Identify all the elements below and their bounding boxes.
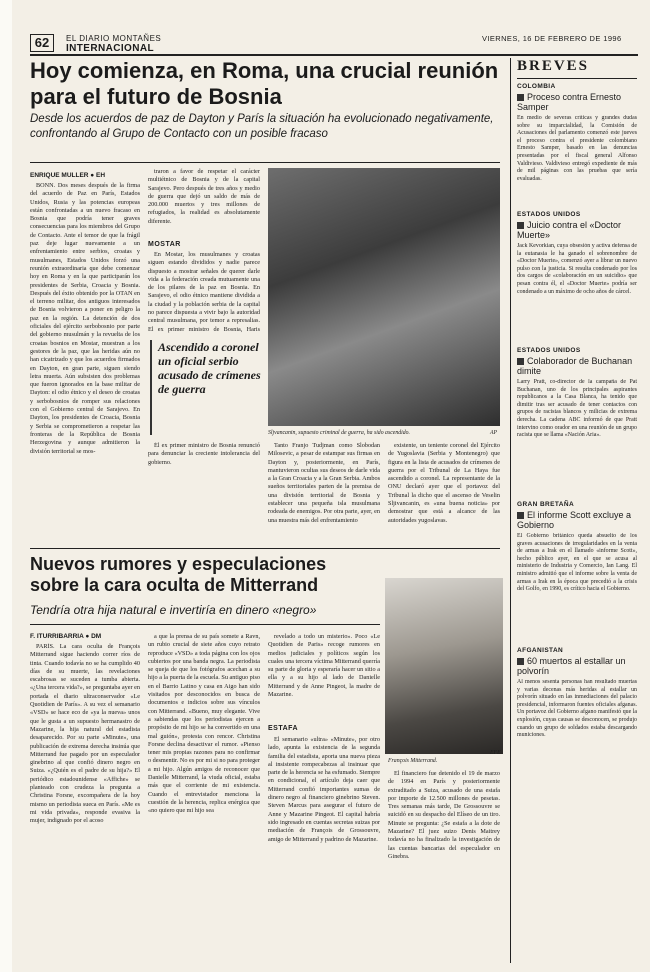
breve-text: Jack Kevorkian, cuya obsesión y activa defensa de la eutanasia le ha ganado el sobrenombre de «Doctor Muerte», comenzó ayer a librar un nuevo pulso con la justicia. Si resulta condenado por los dos cargos de «colaboración en un suicidio» que pesan contra él, el «Doctor Muerte» podría ser condenado a un máximo de ocho años de cárcel.	[517, 243, 637, 295]
article2-column-3b	[268, 736, 380, 961]
breve-text: En medio de severas críticas y grandes dudas sobre su imparcialidad, la Comisión de Acusaciones del parlamento comenzó este jueves el proceso contra el presidente colombiano Ernesto Samper, basado en las denuncias presentadas por el fiscal general Alfonso Valdivieso. Valdivieso entregó expediente de más de mil páginas con las pruebas que sería evaluadas.	[517, 115, 637, 182]
breve-country: ESTADOS UNIDOS	[517, 347, 581, 354]
breves-sidebar	[517, 58, 637, 797]
square-bullet-icon	[517, 512, 524, 519]
square-bullet-icon	[517, 94, 524, 101]
header-rule	[30, 54, 638, 56]
mitterrand-photo	[385, 578, 503, 754]
article2-text-3: revelado a todo un misterio». Poco «Le Quotidien de Paris» recoge rumores en medios judiciales y políticos según los cuales una tercera víctima Mitterrand querría su parte de gloria y esperaría hacer un sitio a ella y a su hijo al lado de Danielle Mitterrand y de Anne Pingeot, la madre de Mazarine.	[268, 633, 380, 699]
article1-text-1: BONN. Dos meses después de la firma del acuerdo de Paz en París, Estados Unidos, Rusia y las potencias europeas están confrontadas a un nuevo fracaso en Bosnia que podría tener graves consecuencias para los miembros del Grupo de Contacto. Ante el temor de que la frágil paz deje lugar nuevamente a un enfrentamiento entre serbios, croatas y musulmanes, Estados Unidos forzó una reunión extraordinaria que debe comenzar hoy en Roma y en la que participarán los presidentes de Serbia, Croacia y Bosnia. Después del éxito obtenido por la OTAN en el terreno militar, dos antiguos interesados de Bosnia volvieron a poner en peligro la paz en la región. La detención de dos oficiales del ejército serbobosnio por parte del gobierno musulmán y la revuelta de los croatas bosnios en Mostar, muestran a los gestores de la paz, que las heridas aún no han cicatrizado y que los acuerdos firmados en Dayton, en gran parte, siguen siendo letra muerta. Aún subsisten dos problemas que fueron ignorados en la base militar de Dayton: el odio étnico y el deseo de croatas y serbobosnios de romper sus relaciones con el Gobierno central de Sarajevo. En Dayton, los presidentes de Croacia, Bosnia y Serbia se comprometieron a respetar las fronteras de la República de Bosnia Herzegovina y aunque admitieron la división territorial se mos-	[30, 182, 140, 455]
article1-text-4: existente, un teniente coronel del Ejército de Yugoslavia (Serbia y Montenegro) que figura en la lista de acusados de crímenes de guerra por el Tribunal de La Haya fue ascendido a coronel. La representante de la ONU declaró ayer que el portavoz del Tribunal la dicho que el ascenso de Veselin Sljivancanin, es «una buena noticia» por demostrar que está a alcance de las autoridades yugoslavas.	[388, 442, 500, 524]
article2-headline: Nuevos rumores y especulaciones sobre la cara oculta de Mitterrand	[30, 554, 327, 595]
sidebar-divider	[510, 58, 511, 963]
article1-text-2c: Él ex primer ministro de Bosnia renunció para denunciar la creciente intolerancia del gobierno.	[148, 442, 260, 466]
breves-title: BREVES	[517, 58, 590, 74]
article1-subhead-mostar: MOSTAR	[148, 241, 181, 248]
breve-headline	[517, 656, 637, 676]
breve-headline-text: El informe Scott excluye a Gobierno	[517, 510, 632, 530]
breve-country: ESTADOS UNIDOS	[517, 211, 581, 218]
square-bullet-icon	[517, 658, 524, 665]
breve-headline	[517, 220, 637, 240]
bosnia-photo	[268, 168, 500, 426]
mitterrand-photo-caption: François Mitterrand.	[388, 758, 438, 764]
article2-text-1: PARÍS. La cara oculta de François Mitterrand sigue haciendo correr ríos de tinta. Cuando todavía no se ha cumplido 40 días de su muerte, las revelaciones escabrosas se suceden a tumba abierta. «¿Una tercera vida?», se preguntaba ayer en portada el diario ultraconservador «Le Quotidien de París». A su vez el semanario «VSD» se hace eco de «ya la nueva» unos que le gusta a un supuesto hermanastro de Mazarine, la hija natural del estadista desaparecido. Por su parte «Minute», una publicación de extrema derecha insinúa que Mitterrand fue pagado por un especulador ginebrino al que confió dinero negro en Suiza. «¿Quién es el padre de su hija?» El periódico estadounidense «Affiche» se planteado con crudeza la pregunta a Christina Forsne, excompañera de la hoy mismo un periodista sueca en París. «Me es mi vida privada», responde evasiva la mujer, indignado por el acoso	[30, 643, 140, 825]
mitterrand-photo-credit: EFE	[490, 750, 501, 756]
breve-item	[517, 347, 637, 497]
article2-column-4	[388, 770, 500, 961]
article1-column-2b	[148, 251, 260, 333]
article2-column-2	[148, 633, 260, 961]
breve-country: AFGANISTAN	[517, 647, 564, 654]
article1-rule	[30, 162, 500, 163]
article1-text-2b: En Mostar, los musulmanes y croatas siguen estando divididos y nadie parece dispuesto a mostrar señales de querer darle vida a la federación creada mutuamente una de los pilares de la paz en Bosnia. En Sarajevo, el odio étnico mantiene dividida a la ciudad y la población serbia de la capital no parece dispuesta a vivir bajo la autoridad central musulmana, por temor a represalias. El ex primer ministro de Bosnia, Haris	[148, 251, 260, 333]
article1-column-2	[148, 168, 260, 234]
breve-text: Larry Pratt, co-director de la campaña de Pat Buchanan, uno de los principales aspirantes republicanos a la Casa Blanca, ha tenido que dimitir tras ser acusado de tener contactos con grupos de racistas blancos y milicias de extrema derecha. La cadena ABC informó de que Pratt intervino como orador en una reunión de un grupo racista que se llama «Nación Aria».	[517, 379, 637, 439]
article1-deck: Desde los acuerdos de paz de Dayton y París la situación ha evolucionado negativamente, confrontando al Grupo de Contacto con un posible fracaso	[30, 113, 494, 140]
article1-text-2: traron a favor de respetar el carácter multiétnico de Bosnia y de la capital Sarajevo. Pero después de tres años y medio de guerra que dejó un saldo de más de 200.000 muertos y tres millones de refugiados, la realidad es absolutamente diferente.	[148, 168, 260, 225]
breve-headline-text: Juicio contra el «Doctor Muerte»	[517, 220, 622, 240]
article1-text-3: Tanto Franjo Tudjman como Slobodan Milosevic, a pesar de estampar sus firmas en Dayton y, posteriormente, en París, mantuvieron ocultas sus deseos de darle vida a la Gran Croacia y a la Gran Serbia. Ambos sueños territoriales parten de la premisa de una división territorial de Bosnia y establecer una pequeña isla musulmana rodeada de enemigos. Por otra parte, ayer, en una muestra más del enfrentamiento	[268, 442, 380, 524]
bosnia-photo-caption: Sljvancanin, supuesto criminal de guerra, ha sido ascendido.	[268, 430, 411, 436]
breve-text: Al menos sesenta personas han resultado muertas y varias decenas más heridas al estallar un polvorín situado en las inmediaciones del palacio presidencial, informaron fuentes oficiales afganas. Un portavoz del Gobierno afgano manifestó que la explosión, cuyas causas se desconocen, se produjo cuando un grupo de soldados estaba descargando municiones.	[517, 679, 637, 739]
article1-column-2c	[148, 442, 260, 542]
breve-headline-text: Proceso contra Ernesto Samper	[517, 92, 622, 112]
section-title: INTERNACIONAL	[66, 43, 154, 54]
article2-column-1	[30, 643, 140, 961]
pull-quote: Ascendido a coronel un oficial serbio acusado de crímenes de guerra	[150, 340, 268, 435]
breve-headline	[517, 92, 637, 112]
article2-text-2: a que la prensa de su país somete a Ravn, un rubio crucial de siete años cuyo retrato reproduce «VSD» a toda página con los ojos cubiertos por una banda negra. La periodista se queja de que los fotógrafos acechan a su hijo a la puerta de la escuela. Su antiguo piso en el Barrio Latino y casa en Aigo han sido visitados por desconocidos en busca de documentos e indicios sobre sus vínculos con Mitterrand. «Bueno, muy elegante. Vive a sabiendas que los periodistas ejercen a propósito de mi hijo se ha convertido en una mal guión», protesta con rencor. Christina Forsne declina desactivar el rumor. «Pienso tener mis propias razones para no confirmar o desmentir. No es por mi si no para proteger a mi hijo. Algún amigos de reconocer que Danielle Mitterrand, la viuda oficial, estaba más que el corriente de mi existencia. Cuando el entrevistador menciona la cuestión de la herencia, replica enérgica que «no quiero que mi hijo sea	[148, 633, 260, 815]
breves-rule	[517, 78, 637, 79]
breve-headline	[517, 510, 637, 530]
article2-deck: Tendría otra hija natural e invertiría en dinero «negro»	[30, 603, 317, 617]
page-number: 62	[30, 34, 54, 52]
article1-byline: ENRIQUE MULLER ● EH	[30, 172, 106, 179]
breve-headline-text: 60 muertos al estallar un polvorín	[517, 656, 626, 676]
breve-text: El Gobierno británico queda absuelto de los graves acusaciones de irregularidades en la venta de armas a Irak en el llamado «informe Scott», hecho público ayer, en el que se acusa al ministerio de Industria y Comercio, Ian Lang. El ministro admitió que el informe sobre la venta de armas a Irak en la época que precedió a la crisis del Golfo, en 1990, es crítico hacia el Gobierno.	[517, 533, 637, 593]
article1-column-4	[388, 442, 500, 542]
breve-item	[517, 211, 637, 343]
breve-item	[517, 83, 637, 207]
article1-column-3	[268, 442, 380, 542]
breve-headline-text: Colaborador de Buchanan dimite	[517, 356, 633, 376]
breve-headline	[517, 356, 637, 376]
article2-subhead-estafa: ESTAFA	[268, 725, 299, 732]
square-bullet-icon	[517, 222, 524, 229]
article1-headline: Hoy comienza, en Roma, una crucial reunión para el futuro de Bosnia	[30, 58, 499, 109]
bosnia-photo-credit: AP	[490, 430, 498, 436]
article2-text-4: El financiero fue detenido el 19 de marzo de 1994 en París y posteriormente extraditado a Suiza, acusado de una estafa por importe de 12.500 millones de pesetas. Tres semanas más tarde, De Grossouvre se suicidó en su despacho del Elíseo de un tiro. Minute se pregunta: ¿Se estafa a la dote de Mazarine? El juez suizo Denis Maitrey todavía no ha finalizado la investigación de las cuentas bancarias del especulador en Ginebra.	[388, 770, 500, 860]
issue-date: VIERNES, 16 DE FEBRERO DE 1996	[482, 34, 622, 43]
article2-byline: F. ITURRIBARRIA ● DM	[30, 633, 102, 640]
square-bullet-icon	[517, 358, 524, 365]
breve-country: GRAN BRETAÑA	[517, 501, 575, 508]
article-divider	[30, 548, 500, 549]
breve-item	[517, 501, 637, 643]
article2-text-3b: El semanario «ultra» «Minute», por otro lado, apunta la existencia de la segunda familia del estadista, aporta una nueva pieza al insistente rompecabezas al insinuar que parte de la herencia se ha esfumado. Siempre en condicional, el artículo deja caer que Mitterrand confió importantes sumas de dinero negro al financiero ginebrino Steven. Steven Marcus para asegurar el futuro de Anne y Mazarine Pingeot. El capital habría sido ingresado en cuentas secretas suizas por mediación de François de Grossouvre, amigo de Mitterrand y padrino de Mazarine.	[268, 736, 380, 843]
newspaper-name: EL DIARIO MONTAÑES	[66, 34, 162, 43]
article2-rule	[30, 624, 380, 625]
page-margin	[0, 0, 12, 972]
breve-country: COLOMBIA	[517, 83, 556, 90]
breve-item	[517, 647, 637, 797]
article2-column-3	[268, 633, 380, 719]
article1-column-1	[30, 182, 140, 542]
